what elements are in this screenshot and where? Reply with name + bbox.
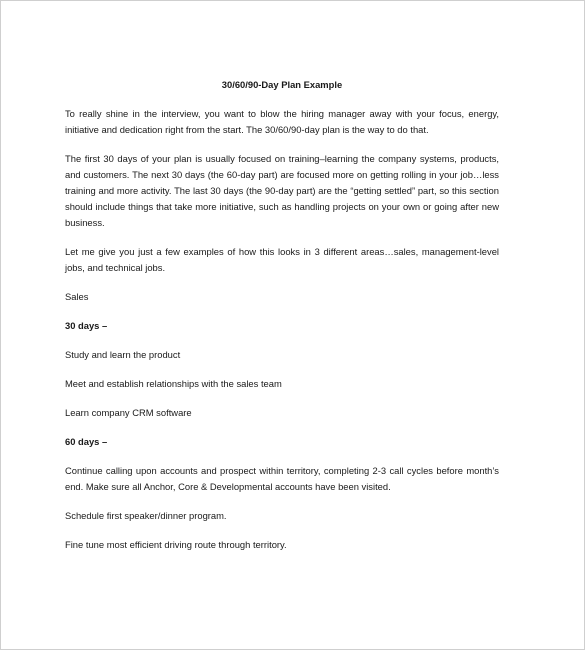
heading-30-days: 30 days – [65, 320, 108, 331]
intro-paragraph: To really shine in the interview, you want to blow the hiring manager away with your focus, energy, initiative and dedication right from the start. The 30/60/90-day plan is the way to do that. [65, 108, 499, 135]
examples-intro-paragraph: Let me give you just a few examples of how this looks in 3 different areas…sales, management-level jobs, and technical jobs. [65, 246, 499, 273]
list-item: Study and learn the product [65, 349, 181, 360]
plan-overview-paragraph: The first 30 days of your plan is usually focused on training–learning the company systems, products, and customers. The next 30 days (the 60-day part) are focused more on getting rolling in your job…less training and more activity. The last 30 days (the 90-day part) are the “getting settled” part, so this section should include things that take more initiative, such as handling projects on your own or going after new business. [65, 153, 499, 228]
section-label-sales: Sales [65, 291, 89, 302]
document-title: 30/60/90-Day Plan Example [221, 79, 343, 90]
period-60-paragraph: Continue calling upon accounts and prospect within territory, completing 2-3 call cycles before month’s end. Make sure all Anchor, Core & Developmental accounts have been visited. [65, 465, 499, 492]
list-item: Schedule first speaker/dinner program. [65, 510, 227, 521]
list-item: Meet and establish relationships with the sales team [65, 378, 282, 389]
heading-60-days: 60 days – [65, 436, 108, 447]
list-item: Fine tune most efficient driving route through territory. [65, 539, 287, 550]
document-body [65, 77, 499, 566]
list-item: Learn company CRM software [65, 407, 192, 418]
